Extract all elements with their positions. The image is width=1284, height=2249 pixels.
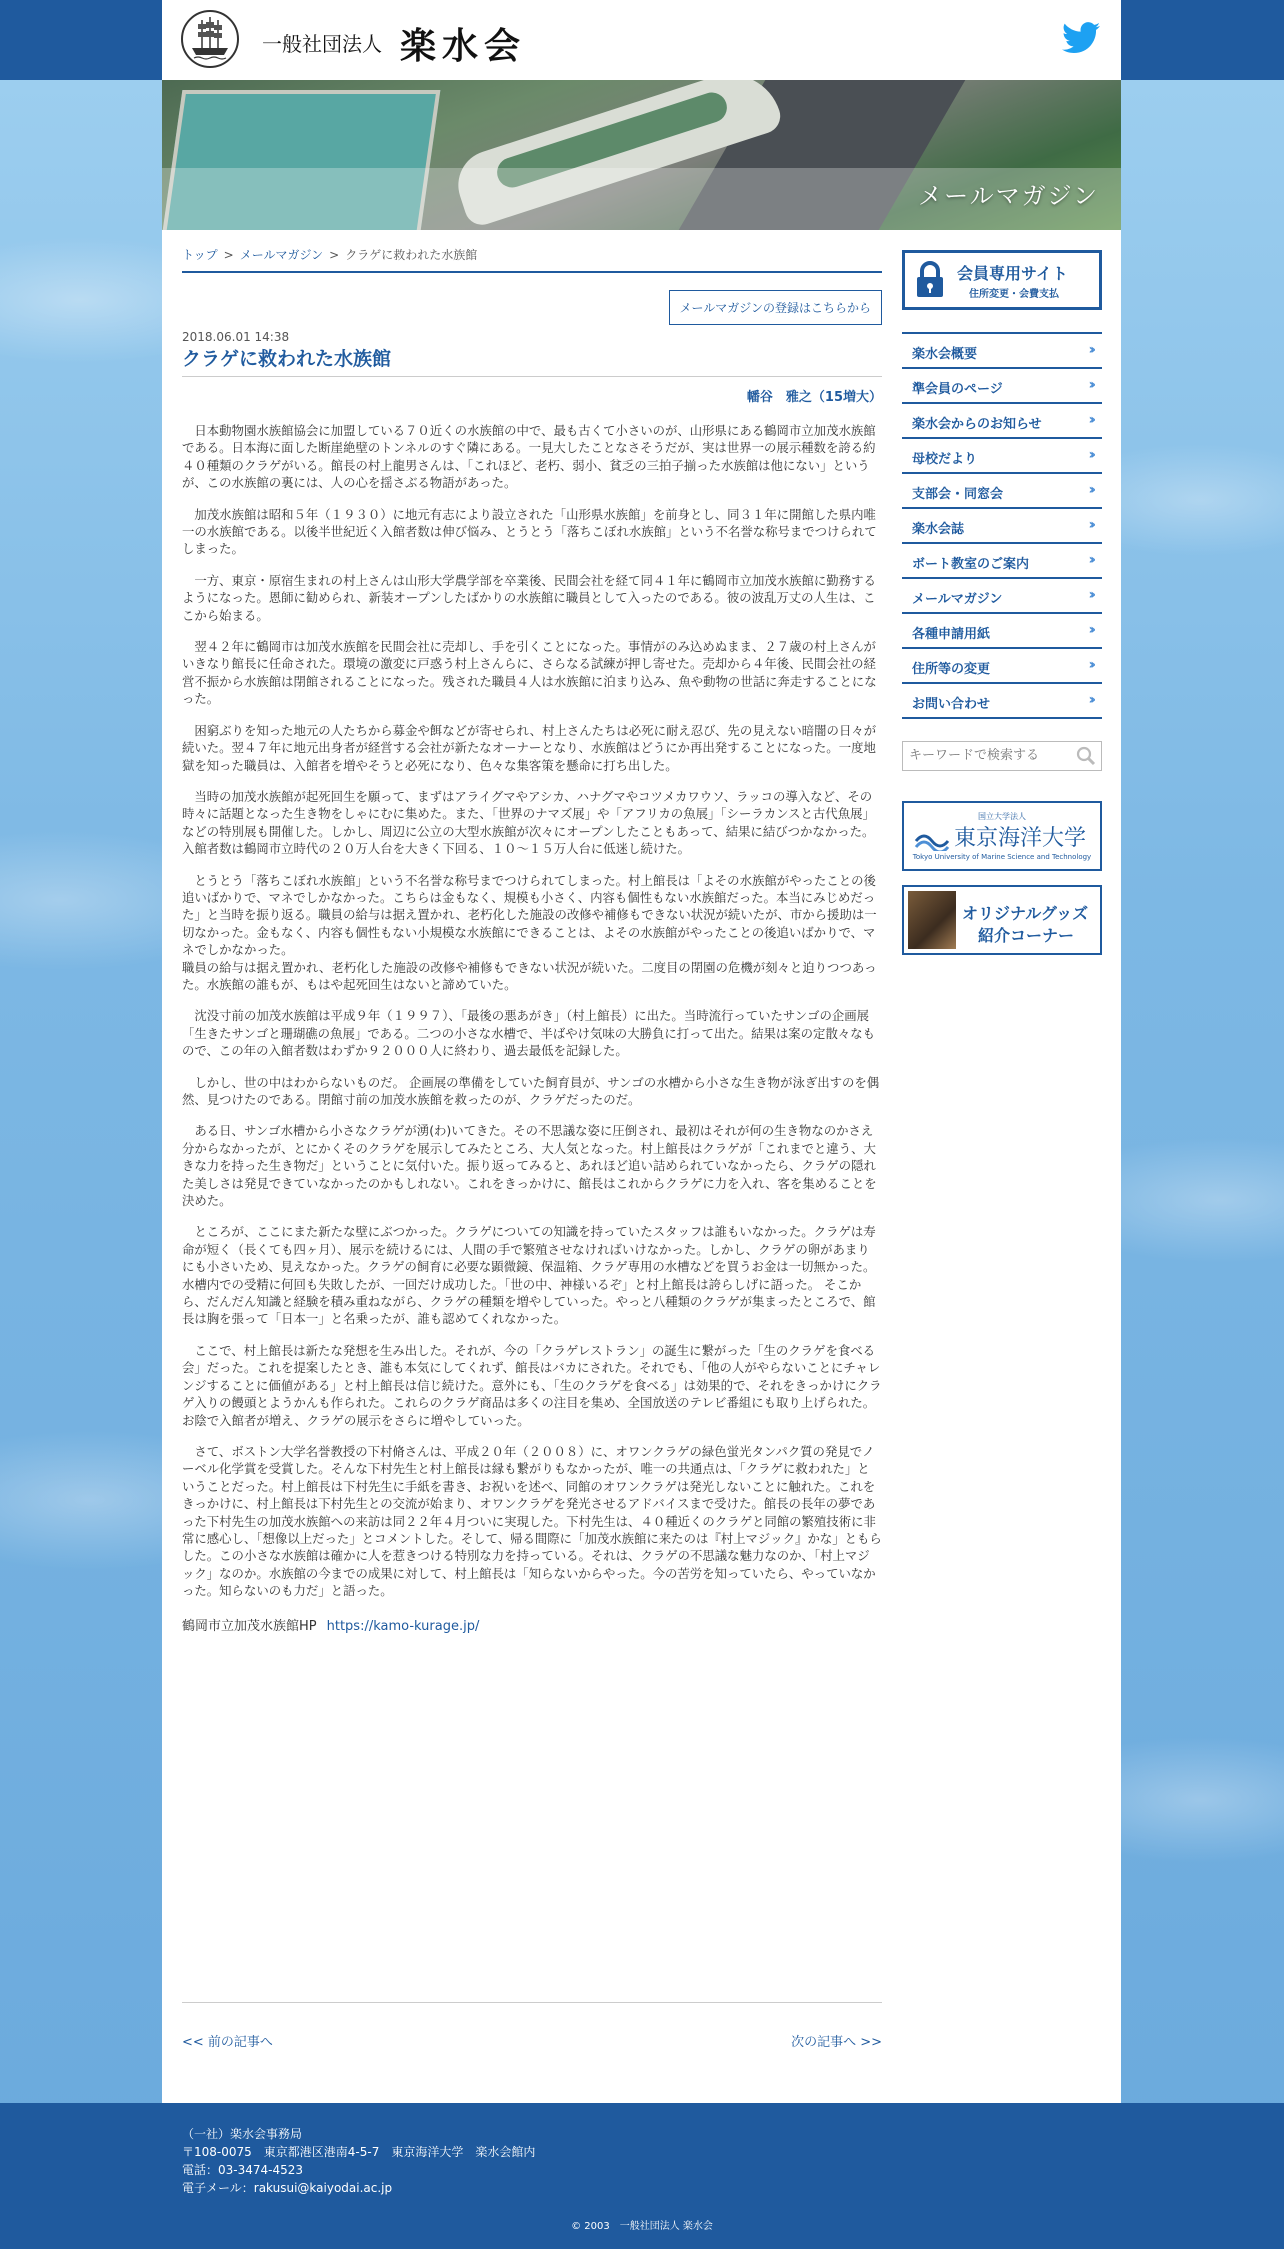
footer-address: 〒108-0075 東京都港区港南4-5-7 東京海洋大学 楽水会館内 (182, 2145, 536, 2159)
goods-title-line1: オリジナルグッズ (962, 904, 1089, 923)
hp-url-link[interactable]: https://kamo-kurage.jp/ (326, 1618, 480, 1634)
double-chevron-right-icon: ›› (1088, 552, 1092, 568)
univ-english-name: Tokyo University of Marine Science and Technology (912, 853, 1092, 861)
post-paragraph: しかし、世の中はわからないものだ。 企画展の準備をしていた飼育員が、サンゴの水槽から小さな生き物が泳ぎ出すのを偶然、見つけたのである。閉館寸前の加茂水族館を救ったのが、クラゲだったのだ。 (182, 1074, 880, 1107)
goods-thumbnail (908, 891, 956, 949)
double-chevron-right-icon: ›› (1088, 412, 1092, 428)
double-chevron-right-icon: ›› (1088, 587, 1092, 603)
post-paragraph: とうとう「落ちこぼれ水族館」という不名誉な称号までつけられてしまった。村上館長は「よその水族館がやったことの後追いばかりで、マネでしかなかった。こちらは金もなく、規模も小さく、内容も個性もない水族館だった。本当にみじめだった」と当時を振り返る。職員の給与は据え置かれ、老朽化した施設の改修や補修もできない状況が続いたが、市から援助は一切なかった。金もなく、内容も個性もない小規模な水族館にできることは、よその水族館がやったことの後追いばかりで、マネでしかなかった。 職員の給与は据え置かれ、老朽化した施設の改修や補修もできない状況が続いた。二度目の閉園の危機が刻々と迫りつつあった。水族館の誰もが、もはや起死回生はないと諦めていた。 (182, 872, 877, 992)
double-chevron-right-icon: ›› (1088, 657, 1092, 673)
post-date: 2018.06.01 14:38 (182, 330, 290, 344)
lock-icon (915, 261, 945, 299)
member-site-title: 会員専用サイト (957, 264, 1068, 283)
double-chevron-right-icon: ›› (1088, 482, 1092, 498)
search-box (902, 741, 1102, 771)
prev-article-link[interactable]: << 前の記事へ (182, 2035, 273, 2050)
post-paragraph: 日本動物園水族館協会に加盟している７０近くの水族館の中で、最も古くて小さいのが、山形県にある鶴岡市立加茂水族館である。日本海に面した断崖絶壁のトンネルのすぐ隣にある。一見大したことなさそうだが、実は世界一の展示種数を誇る約４０種類のクラゲがいる。館長の村上龍男さんは、「これほど、老朽、弱小、貧乏の三拍子揃った水族館は他にない」というが、この水族館の裏には、人の心を揺さぶる物語があった。 (182, 423, 876, 491)
footer-office: （一社）楽水会事務局 (182, 2127, 303, 2141)
sidebar-item-overview[interactable] (902, 334, 1102, 369)
sidebar-item-label: お問い合わせ (912, 697, 991, 712)
double-chevron-right-icon: ›› (1088, 342, 1092, 358)
breadcrumb (182, 246, 882, 273)
sidebar-menu (902, 332, 1102, 719)
sidebar-item-label: 住所等の変更 (912, 662, 991, 677)
univ-logo-icon (914, 821, 950, 851)
sidebar-item-label: 楽水会誌 (912, 522, 965, 537)
org-prefix: 一般社団法人 (262, 32, 382, 56)
site-footer (0, 2103, 1284, 2249)
post-title: クラゲに救われた水族館 (182, 344, 882, 377)
subscribe-button[interactable]: メールマガジンの登録はこちらから (669, 290, 882, 325)
site-header (162, 0, 1121, 80)
original-goods-banner[interactable] (902, 885, 1102, 955)
post-paragraph: 一方、東京・原宿生まれの村上さんは山形大学農学部を卒業後、民間会社を経て同４１年に鶴岡市立加茂水族館に勤務するようになった。恩師に勧められ、新装オープンしたばかりの水族館に職員として入ったのである。彼の波乱万丈の人生は、ここから始まる。 (182, 572, 876, 623)
post-paragraph: ここで、村上館長は新たな発想を生み出した。それが、今の「クラゲレストラン」の誕生に繋がった「生のクラゲを食べる会」だった。これを提案したとき、誰も本気にしてくれず、館長はバカにされた。それでも、「他の人がやらないことにチャレンジすることに価値がある」と村上館長は信じ続けた。意外にも、「生のクラゲを食べる」は効果的で、それをきっかけにクラゲ入りの饅頭とようかんも作られた。これらのクラゲ商品は多くの注目を集め、全国放送のテレビ番組にも取り上げられた。お陰で入館者が増え、クラゲの展示をさらに増やしていった。 (182, 1342, 882, 1428)
sidebar-item-contact[interactable] (902, 684, 1102, 719)
site-logo-text[interactable]: 楽水会 (400, 25, 527, 67)
double-chevron-right-icon: ›› (1088, 622, 1092, 638)
double-chevron-right-icon: ›› (1088, 692, 1092, 708)
sidebar-item-news[interactable] (902, 404, 1102, 439)
search-icon[interactable] (1075, 745, 1097, 767)
page-container (162, 0, 1121, 2103)
sidebar-item-label: 準会員のページ (912, 382, 1003, 397)
footer-email[interactable]: 電子メール：rakusui@kaiyodai.ac.jp (182, 2181, 393, 2195)
member-site-subtitle: 住所変更・会費支払 (969, 289, 1059, 300)
post-author: 幡谷 雅之（15増大） (746, 390, 882, 405)
post-paragraph: 翌４２年に鶴岡市は加茂水族館を民間会社に売却し、手を引くことになった。事情がのみ込めぬまま、２７歳の村上さんがいきなり館長に任命された。環境の激変に戸惑う村上さんらに、さらなる試練が押し寄せた。売却から４年後、民間会社の経営不振から水族館は閉館されることになった。残された職員４人は水族館に泊まり込み、魚や動物の世話に奔走することになった。 (182, 639, 877, 707)
hero-title: メールマガジン (918, 182, 1099, 210)
post-paragraph: 加茂水族館は昭和５年（１９３０）に地元有志により設立された「山形県水族館」を前身とし、同３１年に開館した県内唯一の水族館である。以後半世紀近く入館者数は伸び悩み、とうとう「落ちこぼれ水族館」という不名誉な称号までつけられてしまった。 (182, 506, 877, 557)
ship-emblem-icon[interactable] (180, 8, 240, 70)
footer-contact-info (182, 2125, 535, 2197)
breadcrumb-separator: > (223, 248, 234, 262)
article-navigation (182, 2002, 882, 2050)
copyright: © 2003 一般社団法人 楽水会 (571, 2221, 713, 2232)
post-paragraph: 当時の加茂水族館が起死回生を願って、まずはアライグマやアシカ、ハナグマやコツメカワウソ、ラッコの導入など、その時々に話題となった生き物をしゃにむに集めた。また、「世界のナマズ展」や「アフリカの魚展」「シーラカンスと古代魚展」などの特別展も開催した。しかし、周辺に公立の大型水族館が次々にオープンしたこともあって、結果に結びつかなかった。入館者数は鶴岡市立時代の２０万人台を大きく下回る、１０～１５万人台に低迷し続けた。 (182, 788, 875, 857)
post-body (182, 422, 882, 1635)
post-paragraph: ところが、ここにまた新たな壁にぶつかった。クラゲについての知識を持っていたスタッフは誰もいなかった。クラゲは寿命が短く（長くても四ヶ月）、展示を続けるには、人間の手で繁殖させなければいけなかった。しかし、クラゲの卵があまりにも小さいため、見えなかった。クラゲの飼育に必要な顕微鏡、保温箱、クラゲ専用の水槽などを買うお金は一切無かった。 水槽内での受精に何回も失敗したが、一回だけ成功した。「世の中、神様いるぞ」と村上館長は誇らしげに語った。 そこから、だんだん知識と経験を積み重ねながら、クラゲの種類を増やしていった。やっと八種類のクラゲが集まったところで、館長は胸を張って「日本一」と名乗ったが、誰も認めてくれなかった。 (182, 1224, 876, 1327)
sidebar (902, 250, 1102, 955)
sidebar-item-branches[interactable] (902, 474, 1102, 509)
sidebar-item-label: 楽水会からのお知らせ (912, 417, 1042, 432)
univ-name: 東京海洋大学 (954, 826, 1087, 851)
sidebar-item-label: 母校だより (912, 452, 978, 467)
sidebar-item-address-change[interactable] (902, 649, 1102, 684)
hp-label: 鶴岡市立加茂水族館HP (182, 1618, 317, 1634)
post-paragraph: 困窮ぶりを知った地元の人たちから募金や餌などが寄せられ、村上さんたちは必死に耐え忍び、先の見えない暗闇の日々が続いた。翌４７年に地元出身者が経営する会社が新たなオーナーとなり、水族館はどうにか再出発することになった。一度地獄を知った職員は、入館者を増やそうと必死になり、色々な集客策を懸命に打ち出した。 (182, 722, 877, 773)
twitter-icon[interactable] (1062, 22, 1100, 54)
breadcrumb-separator: > (329, 248, 340, 262)
sidebar-item-associate-members[interactable] (902, 369, 1102, 404)
sidebar-item-label: 支部会・同窓会 (912, 487, 1004, 502)
aquarium-homepage-line (182, 1618, 882, 1635)
sidebar-item-label: 楽水会概要 (912, 347, 978, 362)
breadcrumb-home[interactable]: トップ (182, 248, 218, 262)
sidebar-item-forms[interactable] (902, 614, 1102, 649)
sidebar-item-label: メールマガジン (912, 592, 1003, 607)
breadcrumb-current: クラゲに救われた水族館 (345, 248, 478, 262)
double-chevron-right-icon: ›› (1088, 377, 1092, 393)
goods-title-line2: 紹介コーナー (978, 926, 1075, 945)
double-chevron-right-icon: ›› (1088, 517, 1092, 533)
double-chevron-right-icon: ›› (1088, 447, 1092, 463)
footer-phone: 電話：03-3474-4523 (182, 2163, 304, 2177)
next-article-link[interactable]: 次の記事へ >> (791, 2035, 882, 2050)
hero-banner (162, 80, 1121, 230)
tokyo-univ-banner[interactable] (902, 801, 1102, 871)
main-content (182, 246, 882, 2050)
search-input[interactable] (903, 742, 1075, 768)
post-paragraph: 沈没寸前の加茂水族館は平成９年（１９９７）、「最後の悪あがき」（村上館長）に出た。当時流行っていたサンゴの企画展「生きたサンゴと珊瑚礁の魚展」である。二つの小さな水槽で、半ばやけ気味の大勝負に打って出た。結果は案の定散々なもので、この年の入館者数はわずか９２０００人に終わり、過去最低を記録した。 (182, 1008, 876, 1059)
sidebar-item-mail-magazine[interactable] (902, 579, 1102, 614)
post-paragraph: さて、ボストン大学名誉教授の下村脩さんは、平成２０年（２００８）に、オワンクラゲの緑色蛍光タンパク質の発見でノーベル化学賞を受賞した。そんな下村先生と村上館長は縁も繋がりもなかったが、唯一の共通点は、「クラゲに救われた」ということだった。村上館長は下村先生に手紙を書き、お祝いを述べ、同館のオワンクラゲは発光しないことに触れた。これをきっかけに、村上館長は下村先生との交流が始まり、オワンクラゲを発光させるアドバイスまで受けた。館長の長年の夢であった下村先生の加茂水族館への来訪は同２２年４月ついに実現した。下村先生は、４０種近くのクラゲと同館の繁殖技術に非常に感心し、「想像以上だった」とコメントした。そして、帰る間際に「加茂水族館に来たのは『村上マジック』かな」ともらした。この小さな水族館は確かに人を惹きつける特別な力を持っている。それは、クラゲの不思議な魅力なのか、「村上マジック」なのか。水族館の今までの成果に対して、村上館長は「知らないからやった。今の苦労を知っていたら、やっていなかった。知らないのも力だ」と語った。 (182, 1443, 882, 1599)
sidebar-item-label: ボート教室のご案内 (912, 557, 1030, 572)
breadcrumb-mail-magazine[interactable]: メールマガジン (239, 248, 324, 262)
sidebar-item-label: 各種申請用紙 (912, 627, 991, 642)
sidebar-item-journal[interactable] (902, 509, 1102, 544)
sidebar-item-school-news[interactable] (902, 439, 1102, 474)
member-site-button[interactable] (902, 250, 1102, 310)
post-paragraph: ある日、サンゴ水槽から小さなクラゲが湧(わ)いてきた。その不思議な姿に圧倒され、最初はそれが何の生き物なのかさえ分からなかったが、とにかくそのクラゲを展示してみたところ、大人気となった。村上館長はクラゲが「これまでと違う、大きな力を持った生き物だ」ということに気付いた。振り返ってみると、あれほど追い詰められていなかったら、クラゲの隠れた美しさは発見できていなかったのかもしれない。これをきっかけに、館長はこれからクラゲに力を入れ、客を集めることを決めた。 (182, 1123, 877, 1209)
univ-small-label: 国立大学法人 (978, 812, 1026, 821)
sidebar-item-boat-class[interactable] (902, 544, 1102, 579)
